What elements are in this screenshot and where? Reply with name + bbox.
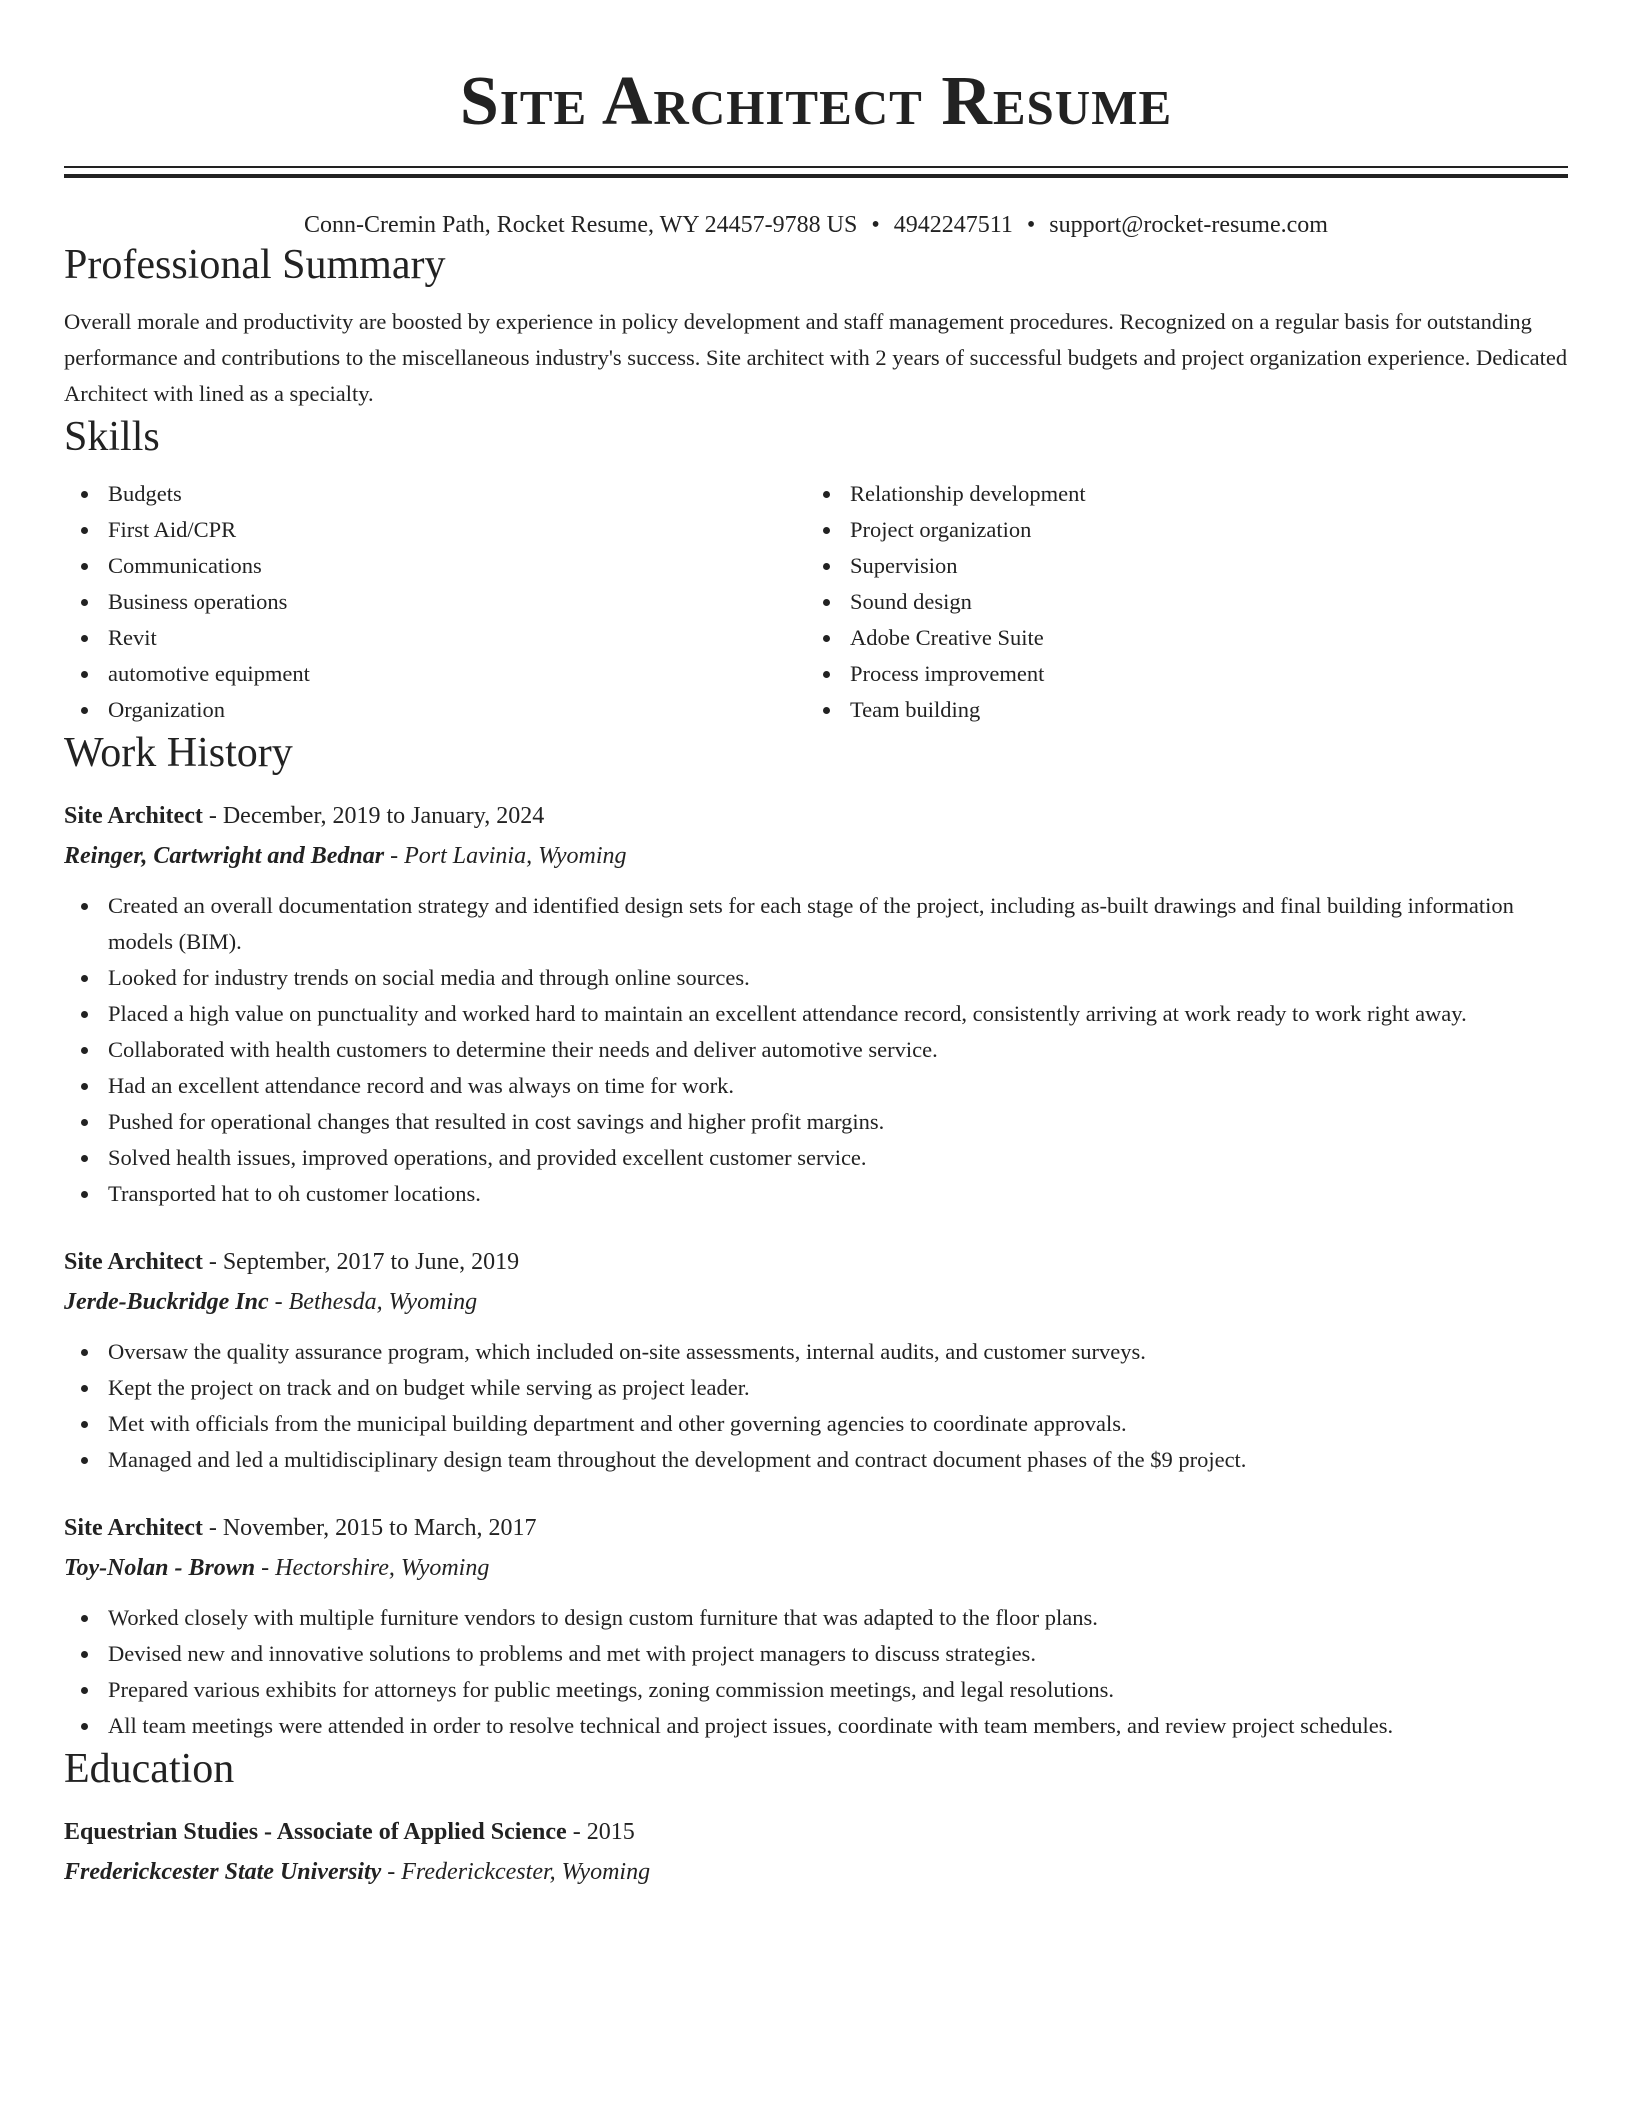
summary-heading: Professional Summary (64, 242, 446, 288)
job-company-line (64, 1552, 1568, 1584)
job-entry (64, 800, 1568, 1212)
education-school: Frederickcester State University (64, 1859, 382, 1885)
job-company: Jerde-Buckridge Inc (64, 1289, 269, 1315)
job-title-line (64, 800, 1568, 832)
skills-list (64, 476, 1568, 728)
job-dates: - September, 2017 to June, 2019 (202, 1249, 520, 1275)
contact-line (64, 210, 1568, 240)
title-divider-thick (64, 174, 1568, 178)
job-bullet: Managed and led a multidisciplinary design team throughout the development and contract document phases of the $9 project. (64, 1442, 1568, 1478)
job-entry (64, 1512, 1568, 1744)
skill-item: Budgets (64, 476, 806, 512)
education-school-line (64, 1856, 1568, 1888)
job-title: Site Architect (64, 1249, 203, 1275)
skill-item: Organization (64, 692, 806, 728)
job-title: Site Architect (64, 1515, 203, 1541)
job-title-line (64, 1246, 1568, 1278)
job-bullet: Collaborated with health customers to determine their needs and deliver automotive service. (64, 1032, 1568, 1068)
skills-column-left (64, 476, 806, 728)
skill-item: Sound design (806, 584, 1548, 620)
skill-item: First Aid/CPR (64, 512, 806, 548)
education-degree: Equestrian Studies - Associate of Applied Science (64, 1819, 567, 1845)
contact-phone: 4942247511 (893, 212, 1013, 238)
job-bullet: Created an overall documentation strategy and identified design sets for each stage of the project, including as-built drawings and final building information models (BIM). (64, 888, 1568, 960)
job-title-line (64, 1512, 1568, 1544)
contact-separator: • (1026, 212, 1036, 238)
skill-item: Project organization (806, 512, 1548, 548)
job-bullet: Solved health issues, improved operations, and provided excellent customer service. (64, 1140, 1568, 1176)
job-location: - Hectorshire, Wyoming (255, 1555, 490, 1581)
job-bullets (64, 1334, 1568, 1478)
job-bullet: Devised new and innovative solutions to problems and met with project managers to discuss strategies. (64, 1636, 1568, 1672)
contact-email: support@rocket-resume.com (1049, 212, 1328, 238)
contact-address: Conn-Cremin Path, Rocket Resume, WY 24457-9788 US (304, 212, 858, 238)
job-dates: - November, 2015 to March, 2017 (202, 1515, 537, 1541)
job-bullet: Placed a high value on punctuality and worked hard to maintain an excellent attendance record, consistently arriving at work ready to work right away. (64, 996, 1568, 1032)
job-bullet: Kept the project on track and on budget while serving as project leader. (64, 1370, 1568, 1406)
skill-item: Supervision (806, 548, 1548, 584)
job-dates: - December, 2019 to January, 2024 (202, 803, 545, 829)
skills-heading: Skills (64, 414, 160, 460)
job-bullets (64, 888, 1568, 1212)
job-bullet: Looked for industry trends on social media and through online sources. (64, 960, 1568, 996)
skill-item: automotive equipment (64, 656, 806, 692)
job-bullet: Met with officials from the municipal building department and other governing agencies to coordinate approvals. (64, 1406, 1568, 1442)
skill-item: Team building (806, 692, 1548, 728)
job-entry (64, 1246, 1568, 1478)
skills-column-right (806, 476, 1548, 728)
job-company: Reinger, Cartwright and Bednar (64, 843, 385, 869)
skill-item: Business operations (64, 584, 806, 620)
job-company: Toy-Nolan - Brown (64, 1555, 256, 1581)
job-bullet: All team meetings were attended in order to resolve technical and project issues, coordinate with team members, and review project schedules. (64, 1708, 1568, 1744)
job-bullet: Had an excellent attendance record and was always on time for work. (64, 1068, 1568, 1104)
title-divider-thin (64, 166, 1568, 168)
job-location: - Port Lavinia, Wyoming (384, 843, 627, 869)
job-company-line (64, 840, 1568, 872)
education-location: - Frederickcester, Wyoming (381, 1859, 651, 1885)
skill-item: Revit (64, 620, 806, 656)
education-year: - 2015 (566, 1819, 635, 1845)
job-title: Site Architect (64, 803, 203, 829)
job-location: - Bethesda, Wyoming (268, 1289, 478, 1315)
job-bullets (64, 1600, 1568, 1744)
education-heading: Education (64, 1746, 235, 1792)
work-history-heading: Work History (64, 730, 293, 776)
job-bullet: Worked closely with multiple furniture vendors to design custom furniture that was adapted to the floor plans. (64, 1600, 1568, 1636)
summary-text: Overall morale and productivity are boosted by experience in policy development and staff management procedures. Recognized on a regular basis for outstanding performance and contributions to the miscellaneous industry's success. Site architect with 2 years of successful budgets and project organization experience. Dedicated Architect with lined as a specialty. (64, 309, 1568, 406)
skill-item: Relationship development (806, 476, 1548, 512)
education-degree-line (64, 1816, 1568, 1848)
job-bullet: Prepared various exhibits for attorneys for public meetings, zoning commission meetings, and legal resolutions. (64, 1672, 1568, 1708)
job-company-line (64, 1286, 1568, 1318)
skill-item: Communications (64, 548, 806, 584)
job-bullet: Transported hat to oh customer locations. (64, 1176, 1568, 1212)
skill-item: Adobe Creative Suite (806, 620, 1548, 656)
job-bullet: Oversaw the quality assurance program, which included on-site assessments, internal audits, and customer surveys. (64, 1334, 1568, 1370)
resume-title: Site Architect Resume (459, 63, 1173, 140)
job-bullet: Pushed for operational changes that resulted in cost savings and higher profit margins. (64, 1104, 1568, 1140)
contact-separator: • (871, 212, 880, 238)
skill-item: Process improvement (806, 656, 1548, 692)
